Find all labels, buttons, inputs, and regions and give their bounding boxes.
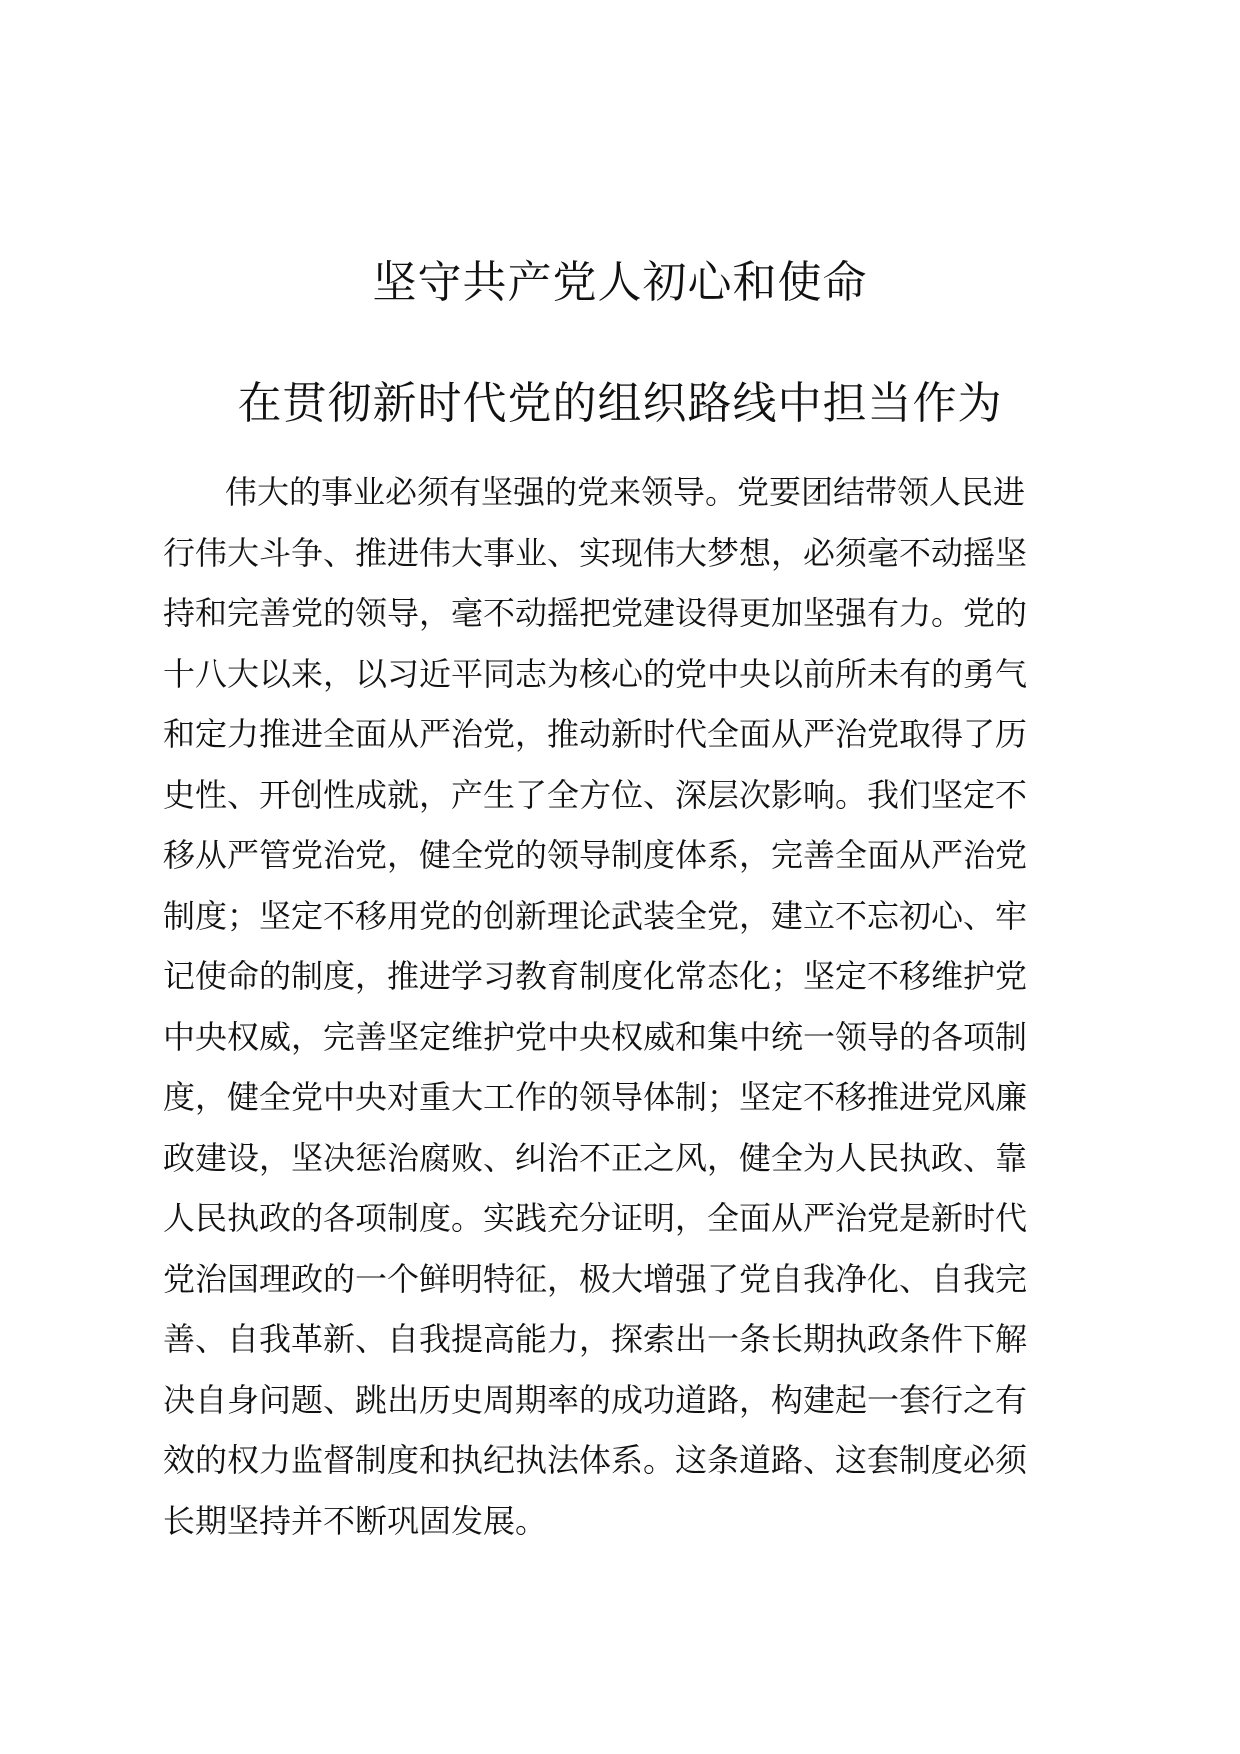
paragraph-line: 党治国理政的一个鲜明特征，极大增强了党自我净化、自我完 bbox=[163, 1259, 1028, 1298]
paragraph-line: 政建设，坚决惩治腐败、纠治不正之风，健全为人民执政、靠 bbox=[163, 1138, 1028, 1177]
paragraph-line: 伟大的事业必须有坚强的党来领导。党要团结带领人民进 bbox=[225, 473, 1026, 511]
paragraph-line: 持和完善党的领导，毫不动摇把党建设得更加坚强有力。党的 bbox=[163, 594, 1028, 632]
paragraph-line: 史性、开创性成就，产生了全方位、深层次影响。我们坚定不 bbox=[163, 775, 1028, 814]
body-paragraph bbox=[163, 462, 1093, 1551]
document-title-line-2: 在贯彻新时代党的组织路线中担当作为 bbox=[237, 378, 1003, 429]
paragraph-line: 中央权威，完善坚定维护党中央权威和集中统一领导的各项制 bbox=[163, 1017, 1028, 1056]
paragraph-line: 效的权力监督制度和执纪执法体系。这条道路、这套制度必须 bbox=[163, 1441, 1028, 1479]
paragraph-line: 决自身问题、跳出历史周期率的成功道路，构建起一套行之有 bbox=[163, 1380, 1028, 1419]
paragraph-line: 度，健全党中央对重大工作的领导体制；坚定不移推进党风廉 bbox=[163, 1078, 1028, 1116]
paragraph-line: 行伟大斗争、推进伟大事业、实现伟大梦想，必须毫不动摇坚 bbox=[163, 533, 1028, 572]
paragraph-line: 人民执政的各项制度。实践充分证明，全面从严治党是新时代 bbox=[163, 1199, 1028, 1237]
document-title-line-1: 坚守共产党人初心和使命 bbox=[372, 257, 868, 308]
paragraph-line: 和定力推进全面从严治党，推动新时代全面从严治党取得了历 bbox=[163, 715, 1028, 753]
paragraph-line: 十八大以来，以习近平同志为核心的党中央以前所未有的勇气 bbox=[163, 654, 1028, 693]
paragraph-line: 制度；坚定不移用党的创新理论武装全党，建立不忘初心、牢 bbox=[163, 896, 1028, 935]
paragraph-line: 善、自我革新、自我提高能力，探索出一条长期执政条件下解 bbox=[163, 1320, 1028, 1358]
paragraph-line: 移从严管党治党，健全党的领导制度体系，完善全面从严治党 bbox=[163, 836, 1028, 874]
paragraph-line: 记使命的制度，推进学习教育制度化常态化；坚定不移维护党 bbox=[163, 957, 1028, 995]
paragraph-line: 长期坚持并不断巩固发展。 bbox=[163, 1501, 548, 1540]
